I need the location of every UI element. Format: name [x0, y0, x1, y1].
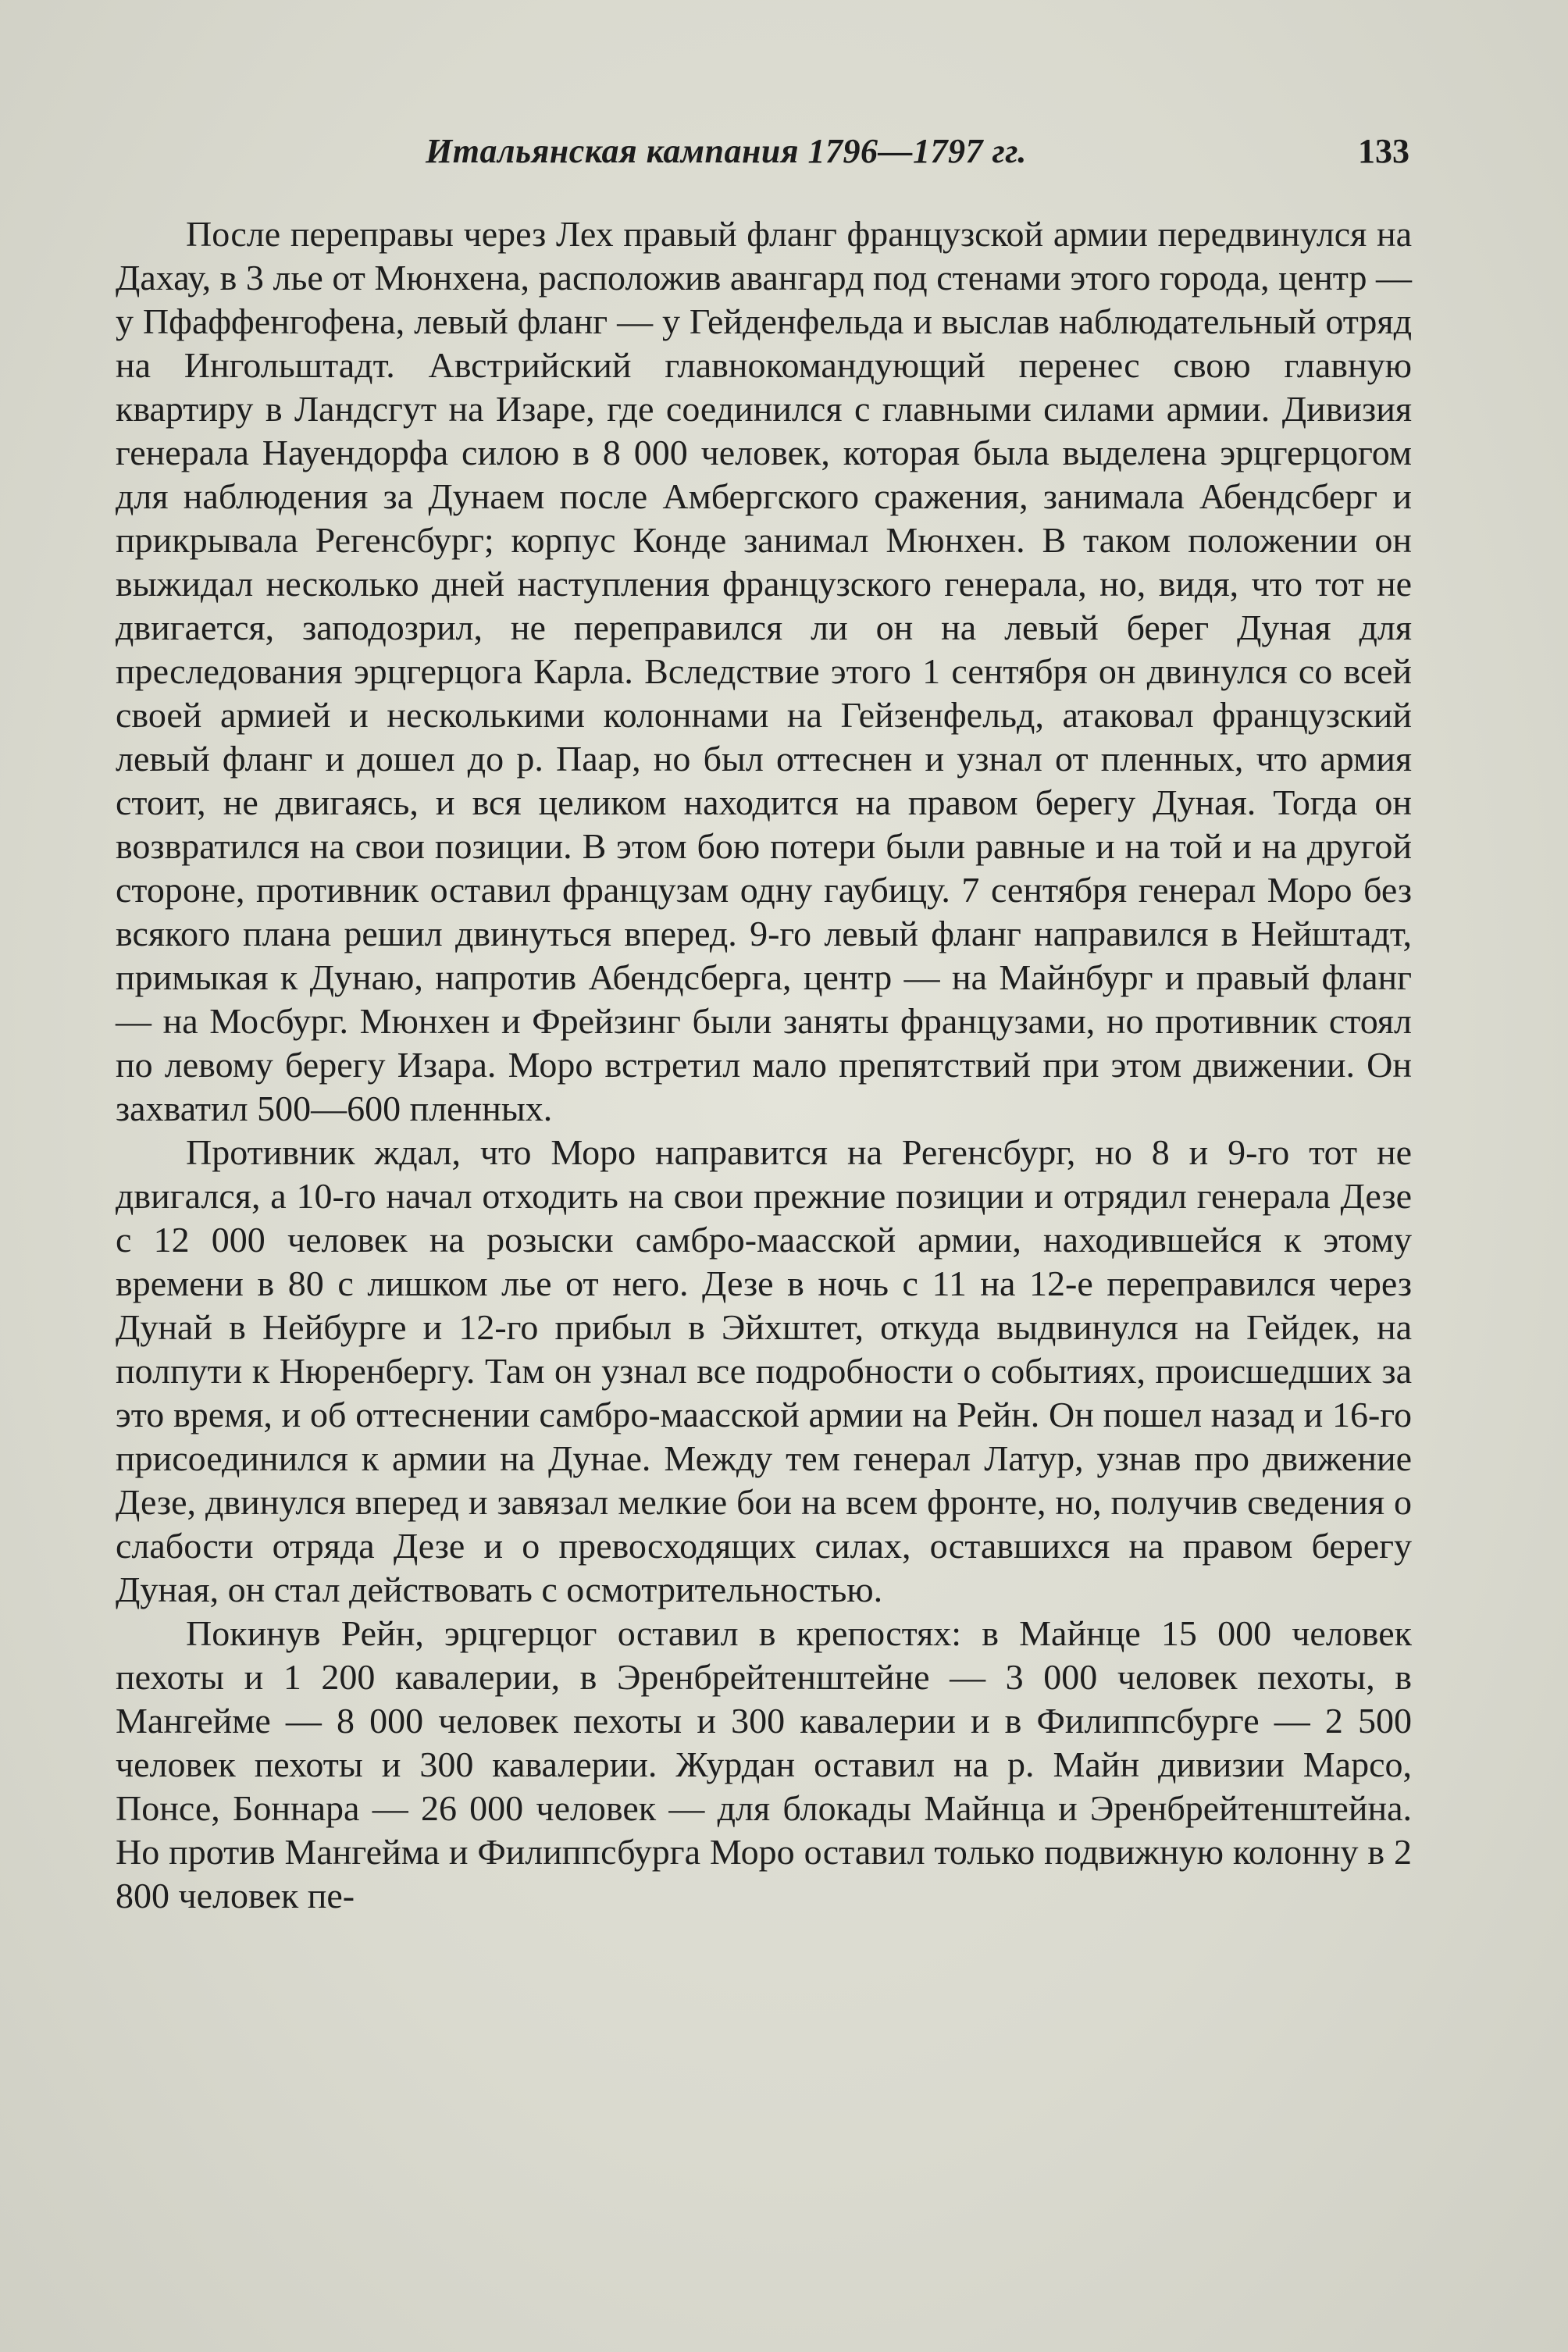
body-text [116, 212, 1412, 1918]
running-title: Итальянская кампания 1796—1797 гг. [426, 132, 1027, 170]
paragraph: После переправы через Лех правый фланг французской армии передвинулся на Дахау, в 3 лье от Мюнхена, расположив авангард под стенами этого города, центр — у Пфаффенгофена, левый фланг — у Гейденфельда и выслав наблюдательный отряд на Ингольштадт. Австрийский главнокомандующий перенес свою главную квартиру в Ландсгут на Изаре, где соединился с главными силами армии. Дивизия генерала Науендорфа силою в 8 000 человек, которая была выделена эрцгерцогом для наблюдения за Дунаем после Амбергского сражения, занимала Абендсберг и прикрывала Регенсбург; корпус Конде занимал Мюнхен. В таком положении он выжидал несколько дней наступления французского генерала, но, видя, что тот не двигается, заподозрил, не переправился ли он на левый берег Дуная для преследования эрцгерцога Карла. Вследствие этого 1 сентября он двинулся со всей своей армией и несколькими колоннами на Гейзенфельд, атаковал французский левый фланг и дошел до р. Паар, но был оттеснен и узнал от пленных, что армия стоит, не двигаясь, и вся целиком находится на правом берегу Дуная. Тогда он возвратился на свои позиции. В этом бою потери были равные и на той и на другой стороне, противник оставил французам одну гаубицу. 7 сентября генерал Моро без всякого плана решил двинуться вперед. 9-го левый фланг направился в Нейштадт, примыкая к Дунаю, напротив Абендсберга, центр — на Майнбург и правый фланг — на Мосбург. Мюнхен и Фрейзинг были заняты французами, но противник стоял по левому берегу Изара. Моро встретил мало препятствий при этом движении. Он захватил 500—600 пленных. [116, 214, 1412, 1128]
paragraph: Покинув Рейн, эрцгерцог оставил в крепостях: в Майнце 15 000 человек пехоты и 1 200 кавалерии, в Эренбрейтенштейне — 3 000 человек пехоты, в Мангейме — 8 000 человек пехоты и 300 кавалерии и в Филиппсбурге — 2 500 человек пехоты и 300 кавалерии. Журдан оставил на р. Майн дивизии Марсо, Понсе, Боннара — 26 000 человек — для блокады Майнца и Эренбрейтенштейна. Но против Мангейма и Филиппсбурга Моро оставил только подвижную колонну в 2 800 человек пе- [116, 1613, 1412, 1915]
page-number: 133 [1358, 132, 1409, 170]
page-header [426, 131, 1409, 178]
paragraph: Противник ждал, что Моро направится на Регенсбург, но 8 и 9-го тот не двигался, а 10-го начал отходить на свои прежние позиции и отрядил генерала Дезе с 12 000 человек на розыски самбро-маасской армии, находившейся к этому времени в 80 с лишком лье от него. Дезе в ночь с 11 на 12-е переправился через Дунай в Нейбурге и 12-го прибыл в Эйхштет, откуда выдвинулся на Гейдек, на полпути к Нюренбергу. Там он узнал все подробности о событиях, происшедших за это время, и об оттеснении самбро-маасской армии на Рейн. Он пошел назад и 16-го присоединился к армии на Дунае. Между тем генерал Латур, узнав про движение Дезе, двинулся вперед и завязал мелкие бои на всем фронте, но, получив сведения о слабости отряда Дезе и о превосходящих силах, оставшихся на правом берегу Дуная, он стал действовать с осмотрительностью. [116, 1132, 1412, 1609]
